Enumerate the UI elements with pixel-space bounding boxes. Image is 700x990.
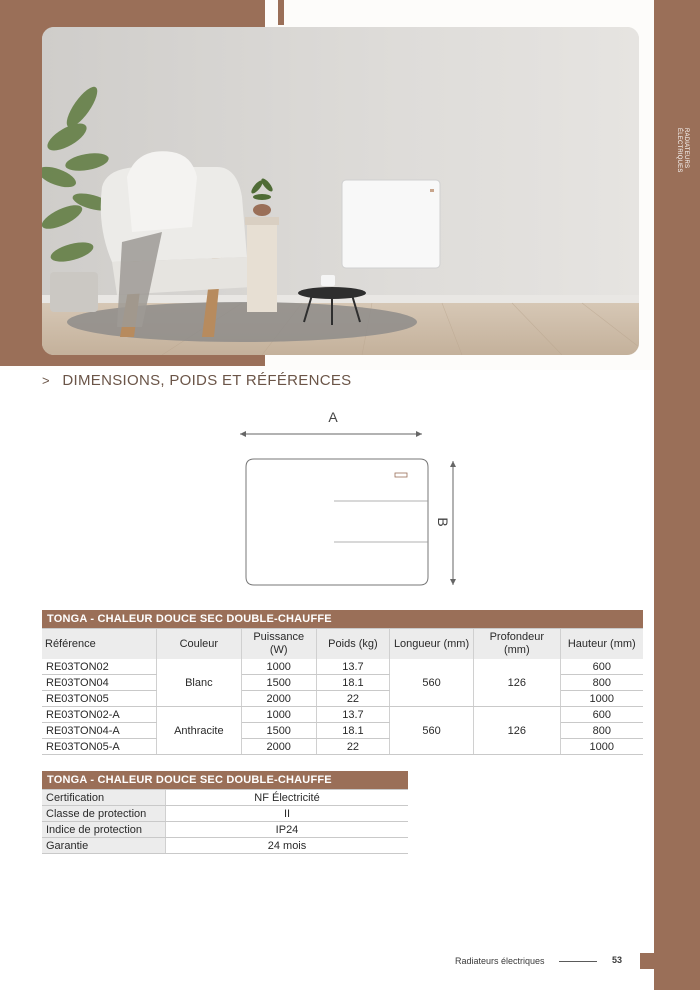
cell-puissance: 1000	[241, 707, 316, 723]
cell-reference: RE03TON04	[42, 675, 157, 691]
cell-couleur: Anthracite	[157, 707, 241, 755]
section-title-text: DIMENSIONS, POIDS ET RÉFÉRENCES	[62, 372, 352, 389]
feature-label: Certification	[42, 790, 166, 806]
cell-puissance: 1000	[241, 659, 316, 675]
cell-hauteur: 1000	[560, 691, 643, 707]
radiator-indicator	[395, 473, 407, 477]
brown-accent-stripe	[278, 0, 284, 25]
cell-poids: 18.1	[316, 675, 389, 691]
cell-poids: 18.1	[316, 723, 389, 739]
cell-poids: 22	[316, 691, 389, 707]
col-header-hauteur: Hauteur (mm)	[560, 629, 643, 660]
cell-hauteur: 800	[560, 675, 643, 691]
table-row	[42, 822, 408, 838]
arrowhead-up-icon	[450, 461, 456, 467]
cell-hauteur: 600	[560, 659, 643, 675]
arrowhead-down-icon	[450, 579, 456, 585]
arrowhead-left-icon	[240, 431, 246, 437]
table-row	[42, 838, 408, 854]
section-title	[42, 372, 351, 389]
footer-tab	[640, 953, 654, 969]
table-row	[42, 707, 643, 723]
cell-hauteur: 800	[560, 723, 643, 739]
footer-section-name: Radiateurs électriques	[455, 956, 545, 966]
dimension-diagram	[232, 405, 462, 590]
page-number: 53	[612, 955, 623, 965]
cell-puissance: 2000	[241, 739, 316, 755]
cell-longueur: 560	[390, 707, 474, 755]
feature-label: Indice de protection	[42, 822, 166, 838]
table-row	[42, 806, 408, 822]
col-header-couleur: Couleur	[157, 629, 241, 660]
specs-table	[42, 610, 643, 755]
cell-reference: RE03TON05-A	[42, 739, 157, 755]
table-title: TONGA - CHALEUR DOUCE SEC DOUBLE-CHAUFFE	[42, 610, 643, 629]
cell-longueur: 560	[390, 659, 474, 707]
col-header-puissance: Puissance (W)	[241, 629, 316, 660]
cell-poids: 22	[316, 739, 389, 755]
cell-poids: 13.7	[316, 707, 389, 723]
col-header-reference: Référence	[42, 629, 157, 660]
side-category-label: RADIATEURS ÉLECTRIQUES	[676, 128, 689, 173]
features-table	[42, 771, 408, 854]
cell-puissance: 1500	[241, 723, 316, 739]
cell-profondeur: 126	[474, 707, 561, 755]
feature-label: Classe de protection	[42, 806, 166, 822]
chevron-right-icon: >	[42, 373, 50, 388]
cell-profondeur: 126	[474, 659, 561, 707]
table-row	[42, 790, 408, 806]
col-header-longueur: Longueur (mm)	[390, 629, 474, 660]
cell-puissance: 2000	[241, 691, 316, 707]
table-title: TONGA - CHALEUR DOUCE SEC DOUBLE-CHAUFFE	[42, 771, 408, 790]
cell-reference: RE03TON02-A	[42, 707, 157, 723]
radiator-outline	[246, 459, 428, 585]
cell-poids: 13.7	[316, 659, 389, 675]
col-header-profondeur: Profondeur (mm)	[474, 629, 561, 660]
feature-value: 24 mois	[166, 838, 409, 854]
cell-reference: RE03TON05	[42, 691, 157, 707]
cell-puissance: 1500	[241, 675, 316, 691]
feature-value: IP24	[166, 822, 409, 838]
cell-hauteur: 1000	[560, 739, 643, 755]
footer-divider	[559, 961, 597, 962]
feature-value: II	[166, 806, 409, 822]
cell-reference: RE03TON02	[42, 659, 157, 675]
dimension-label-b: B	[435, 517, 451, 527]
arrowhead-right-icon	[416, 431, 422, 437]
feature-label: Garantie	[42, 838, 166, 854]
cell-couleur: Blanc	[157, 659, 241, 707]
col-header-poids: Poids (kg)	[316, 629, 389, 660]
feature-value: NF Électricité	[166, 790, 409, 806]
table-row	[42, 659, 643, 675]
cell-reference: RE03TON04-A	[42, 723, 157, 739]
product-photo	[42, 27, 639, 355]
cell-hauteur: 600	[560, 707, 643, 723]
dimension-label-a: A	[328, 409, 338, 425]
